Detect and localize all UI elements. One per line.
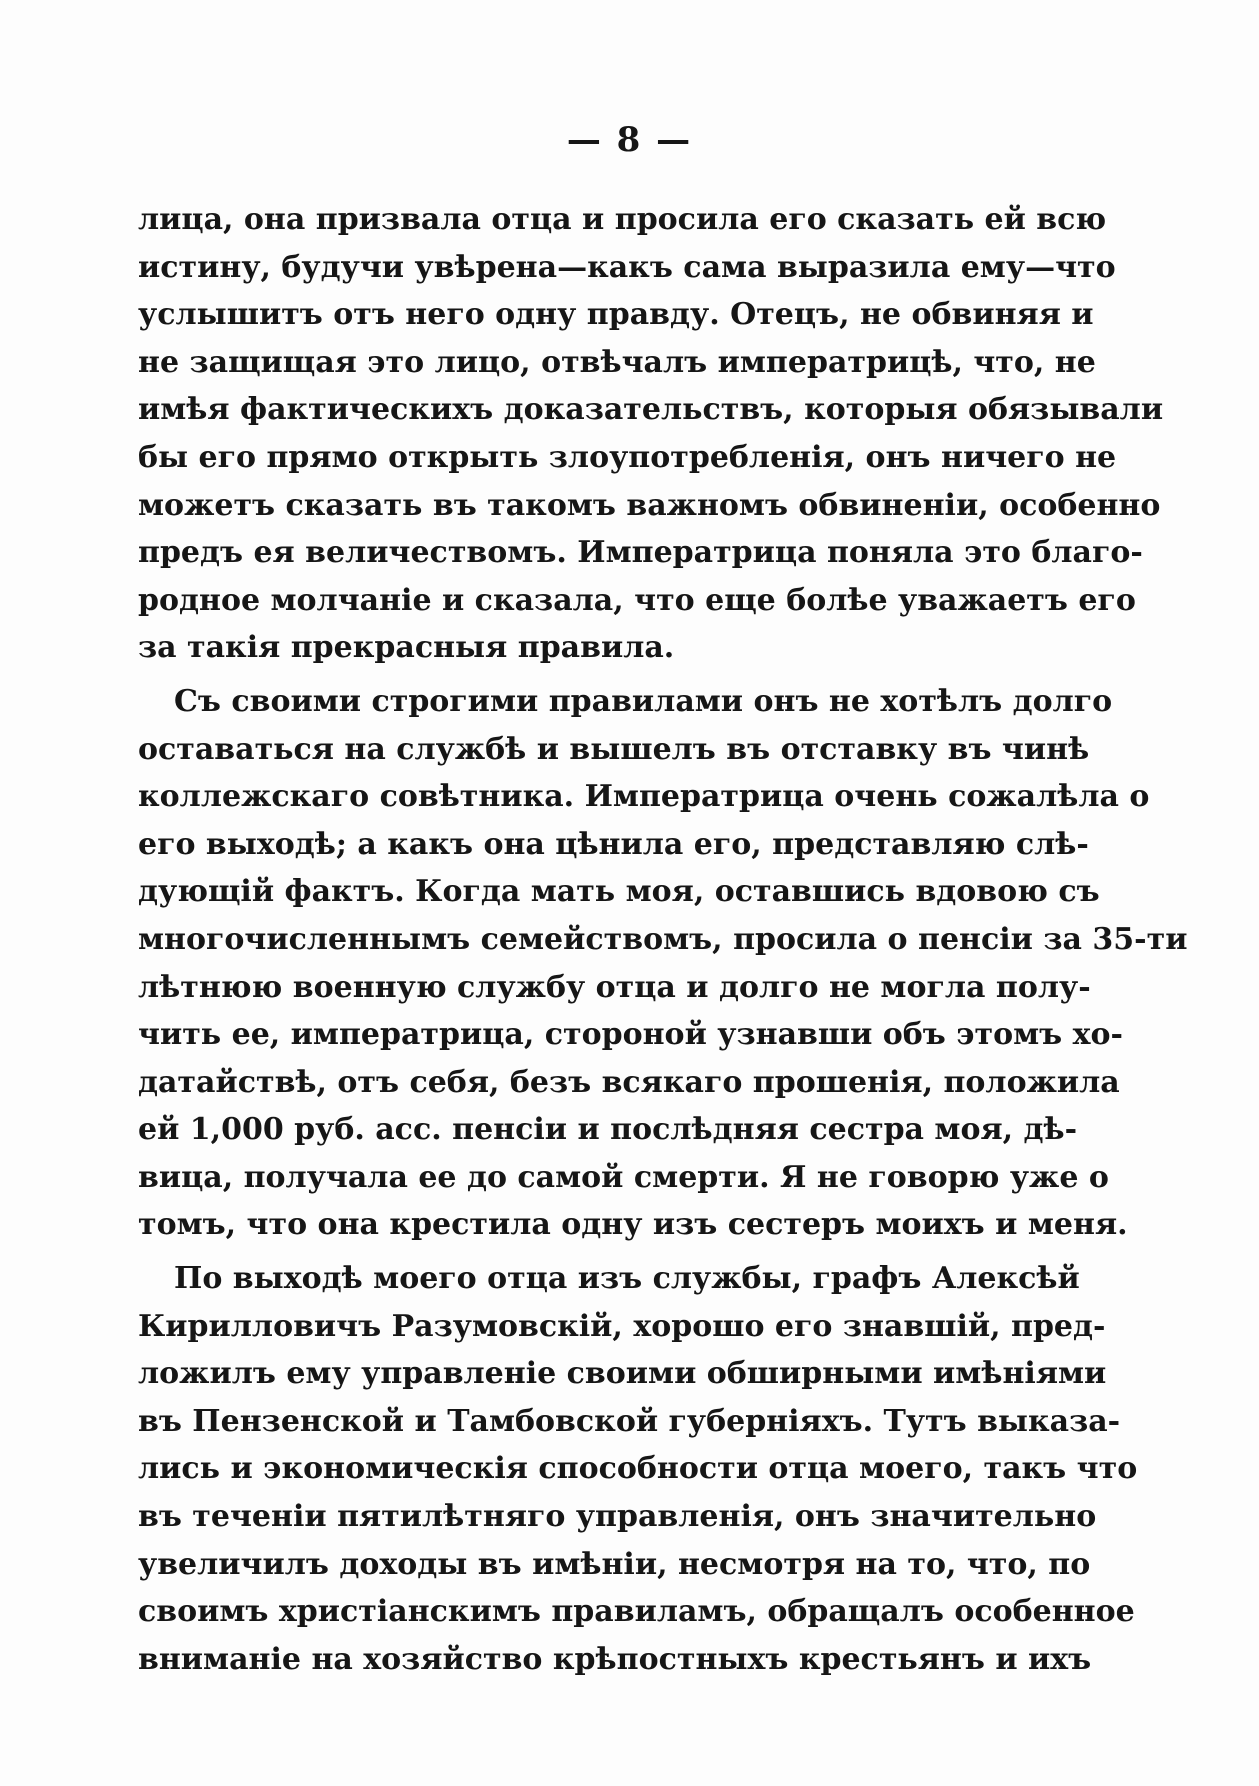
text-line: лица, она призвала отца и просила его сказать ей всю [138,202,1107,237]
text-line: многочисленнымъ семействомъ, просила о пенсіи за 35-ти [138,921,1188,957]
text-line: истину, будучи увѣрена—какъ сама выразила ему—что [138,249,1116,285]
text-line: услышитъ отъ него одну правду. Отецъ, не обвиняя и [138,297,1094,333]
paragraph-3 [138,1255,1138,1683]
text-line: дующій фактъ. Когда мать моя, оставшись вдовою съ [138,874,1100,910]
text-line: лѣтнюю военную службу отца и долго не могла полу- [138,969,1091,1005]
text-line: По выходѣ моего отца изъ службы, графъ Алексѣй [174,1261,1080,1297]
text-line: увеличилъ доходы въ имѣніи, несмотря на то, что, по [138,1546,1091,1582]
text-line: вниманіе на хозяйство крѣпостныхъ крестьянъ и ихъ [138,1641,1092,1677]
paragraph-2 [138,678,1188,1249]
text-line: своимъ христіанскимъ правиламъ, обращалъ особенное [138,1594,1135,1630]
text-line: Кирилловичъ Разумовскій, хорошо его знавшій, пред- [138,1308,1106,1344]
text-line: ей 1,000 руб. асс. пенсіи и послѣдняя сестра моя, дѣ- [138,1112,1078,1148]
text-line: бы его прямо открыть злоупотребленія, онъ ничего не [138,439,1117,475]
text-line: коллежскаго совѣтника. Императрица очень сожалѣла о [138,779,1150,815]
text-line: не защищая это лицо, отвѣчалъ императрицѣ, что, не [138,344,1096,380]
text-line: его выходѣ; а какъ она цѣнила его, представляю слѣ- [138,826,1089,862]
text-line: вица, получала ее до самой смерти. Я не говорю уже о [138,1159,1109,1195]
text-line: предъ ея величествомъ. Императрица поняла это благо- [138,535,1143,571]
page-number: — 8 — [566,120,693,160]
text-line: томъ, что она крестила одну изъ сестеръ моихъ и меня. [138,1207,1128,1243]
text-line: лись и экономическія способности отца моего, такъ что [138,1451,1138,1487]
text-line: оставаться на службѣ и вышелъ въ отставку въ чинѣ [138,731,1090,767]
text-line: Съ своими строгими правилами онъ не хотѣлъ долго [174,683,1113,719]
text-line: въ Пензенской и Тамбовской губерніяхъ. Тутъ выказа- [138,1403,1121,1439]
body-text [138,196,1188,1683]
text-line: можетъ сказать въ такомъ важномъ обвиненіи, особенно [138,487,1161,523]
text-line: въ теченіи пятилѣтняго управленія, онъ значительно [138,1499,1097,1535]
paragraph-1 [138,196,1164,672]
text-line: родное молчаніе и сказала, что еще болѣе уважаетъ его [138,582,1136,618]
text-line: за такія прекрасныя правила. [138,630,675,666]
text-line: ложилъ ему управленіе своими обширными имѣніями [138,1356,1107,1392]
text-line: имѣя фактическихъ доказательствъ, которыя обязывали [138,392,1164,428]
text-line: датайствѣ, отъ себя, безъ всякаго прошенія, положила [138,1064,1120,1100]
text-line: чить ее, императрица, стороной узнавши объ этомъ хо- [138,1017,1123,1053]
